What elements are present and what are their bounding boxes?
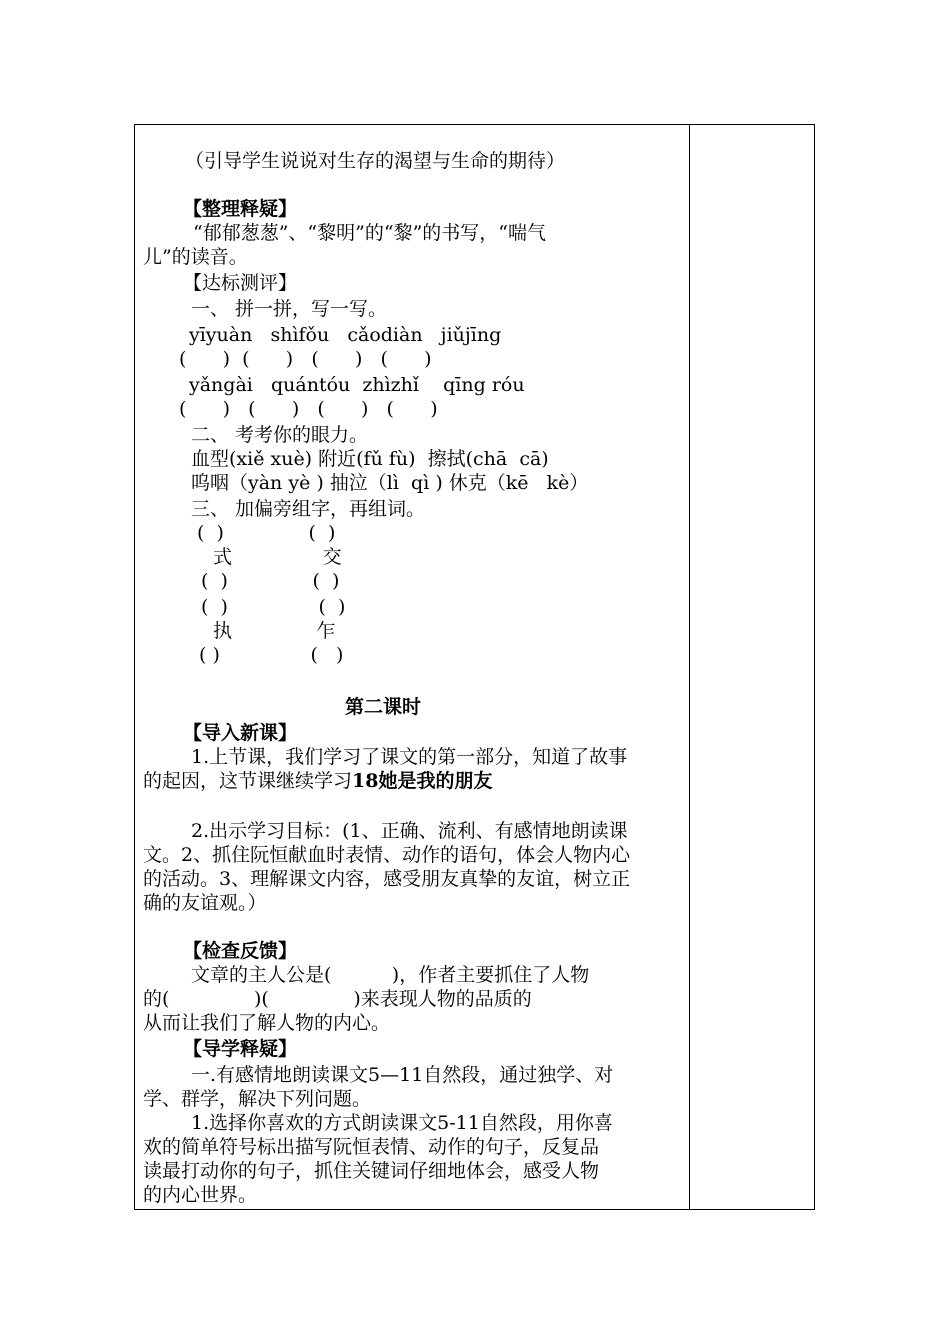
paragraph-line: 1.上节课，我们学习了课文的第一部分，知道了故事 xyxy=(191,746,628,768)
section-heading-guided-study: 【导学释疑】 xyxy=(183,1038,298,1060)
paragraph-line: 读最打动你的句子，抓住关键词仔细地体会，感受人物 xyxy=(143,1160,600,1182)
paragraph-line: 儿”的读音。 xyxy=(143,246,248,268)
radical-blank-row: ( ) ( ) xyxy=(201,596,346,618)
notes-cell xyxy=(690,125,814,1209)
paragraph-line: 从而让我们了解人物的内心。 xyxy=(143,1012,391,1034)
pronunciation-choice-row: 血型(xiě xuè) 附近(fǔ fù) 擦拭(chā cā) xyxy=(191,448,549,470)
pronunciation-choice-row: 呜咽（yàn yè ) 抽泣（lì qì ) 休克（kē kè） xyxy=(191,472,589,494)
paragraph-line: 确的友谊观。） xyxy=(143,892,267,914)
paragraph-line: 2.出示学习目标：(1、正确、流利、有感情地朗读课 xyxy=(191,820,628,842)
answer-blanks-row: ( ) ( ) ( ) ( ) xyxy=(179,398,438,420)
paragraph-line: “郁郁葱葱”、“黎明”的“黎”的书写，“喘气 xyxy=(193,222,546,244)
radical-blank-row: ( ) ( ) xyxy=(197,522,336,544)
section-heading-test: 【达标测评】 xyxy=(183,272,298,294)
pinyin-row: yīyuàn shìfǒu cǎodiàn jiǔjīng xyxy=(189,324,502,346)
paragraph-line: 的( )( )来表现人物的品质的 xyxy=(143,988,532,1010)
radical-blank-row: ( ) ( ) xyxy=(201,570,340,592)
paragraph-line: 文。2、抓住阮恒献血时表情、动作的语句，体会人物内心 xyxy=(143,844,631,866)
paragraph-line: 一.有感情地朗读课文5—11自然段，通过独学、对 xyxy=(191,1064,614,1086)
lesson-content-cell xyxy=(135,125,689,1209)
section-heading-review: 【整理释疑】 xyxy=(183,198,298,220)
exercise-heading: 一、 拼一拼，写一写。 xyxy=(191,298,388,320)
radical-char-row: 执 乍 xyxy=(213,620,336,642)
lesson-plan-table xyxy=(134,124,815,1210)
radical-char-row: 式 交 xyxy=(213,546,342,568)
radical-blank-row: ( ) ( ) xyxy=(199,644,344,666)
guide-note: （引导学生说说对生存的渴望与生命的期待） xyxy=(185,150,566,172)
paragraph-line: 欢的简单符号标出描写阮恒表情、动作的句子，反复品 xyxy=(143,1136,600,1158)
paragraph-line: 的活动。3、理解课文内容，感受朋友真挚的友谊，树立正 xyxy=(143,868,631,890)
answer-blanks-row: ( ) ( ) ( ) ( ) xyxy=(179,348,432,370)
section-heading-check: 【检查反馈】 xyxy=(183,940,298,962)
lesson-period-title: 第二课时 xyxy=(345,696,422,718)
paragraph-line: 学、群学，解决下列问题。 xyxy=(143,1088,372,1110)
exercise-heading: 三、 加偏旁组字，再组词。 xyxy=(191,498,426,520)
exercise-heading: 二、 考考你的眼力。 xyxy=(191,424,369,446)
pinyin-row: yǎngài quántóu zhìzhǐ qīng róu xyxy=(189,374,525,396)
lesson-title: 18她是我的朋友 xyxy=(352,770,493,792)
paragraph-line: 的内心世界。 xyxy=(143,1184,258,1206)
paragraph-line: 的起因，这节课继续学习18她是我的朋友 xyxy=(143,770,493,792)
paragraph-line: 1.选择你喜欢的方式朗读课文5-11自然段，用你喜 xyxy=(191,1112,613,1134)
section-heading-intro: 【导入新课】 xyxy=(183,722,298,744)
paragraph-line: 文章的主人公是( )，作者主要抓住了人物 xyxy=(191,964,590,986)
